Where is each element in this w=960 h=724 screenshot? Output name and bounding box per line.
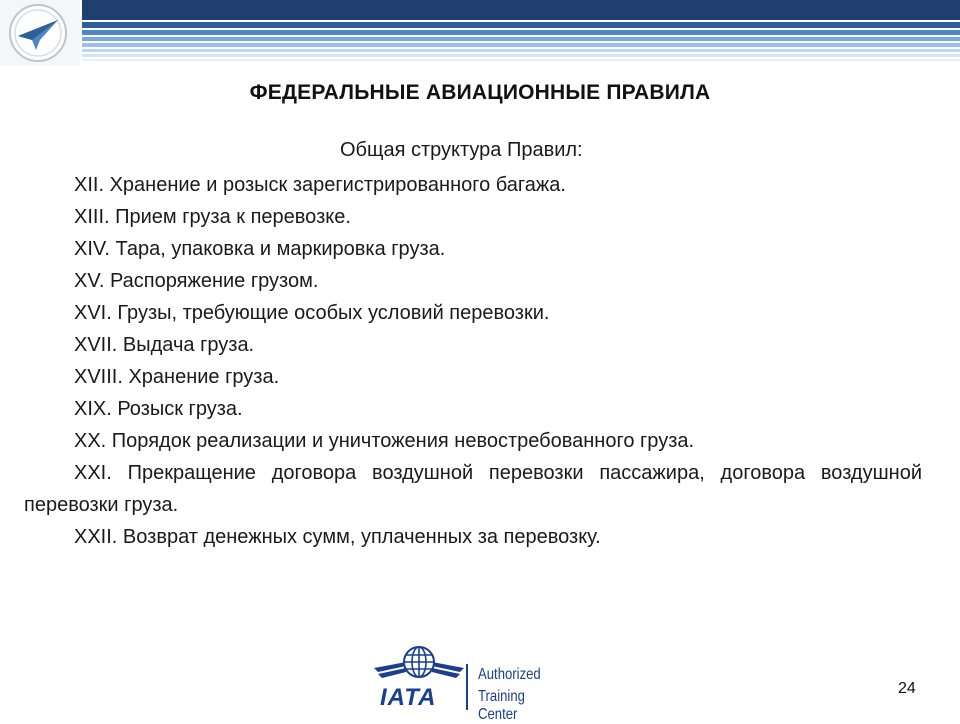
list-item: XVI. Грузы, требующие особых условий перевозки. bbox=[74, 302, 550, 324]
iata-logo bbox=[372, 644, 572, 723]
list-item: XV. Распоряжение грузом. bbox=[74, 270, 319, 292]
footer-divider bbox=[466, 664, 468, 710]
slide-header bbox=[0, 0, 960, 66]
list-item: XVII. Выдача груза. bbox=[74, 334, 255, 356]
list-item: XX. Порядок реализации и уничтожения невостребованного груза. bbox=[74, 430, 695, 452]
list-item: XIV. Тара, упаковка и маркировка груза. bbox=[74, 238, 446, 260]
airplane-emblem-icon bbox=[0, 0, 80, 66]
rules-list bbox=[24, 169, 922, 553]
list-item: XIII. Прием груза к перевозке. bbox=[74, 206, 351, 228]
page-number: 24 bbox=[898, 680, 916, 697]
iata-wordmark: IATA bbox=[380, 684, 437, 711]
section-subtitle: Общая структура Правил: bbox=[340, 139, 583, 161]
page-title: ФЕДЕРАЛЬНЫЕ АВИАЦИОННЫЕ ПРАВИЛА bbox=[249, 81, 711, 104]
atc-line-1: Authorized bbox=[478, 666, 541, 683]
list-item: XIX. Розыск груза. bbox=[74, 398, 243, 420]
list-item: XII. Хранение и розыск зарегистрированного багажа. bbox=[74, 174, 566, 196]
list-item: XXI. Прекращение договора воздушной перевозки пассажира, договора воздушной перевозки груза. bbox=[24, 462, 922, 516]
list-item: XXII. Возврат денежных сумм, уплаченных за перевозку. bbox=[74, 526, 601, 548]
globe-wings-icon bbox=[372, 644, 466, 688]
atc-line-2: Training Center bbox=[478, 688, 525, 723]
header-stripes bbox=[82, 0, 960, 66]
list-item: XVIII. Хранение груза. bbox=[74, 366, 280, 388]
header-logo bbox=[0, 0, 80, 66]
